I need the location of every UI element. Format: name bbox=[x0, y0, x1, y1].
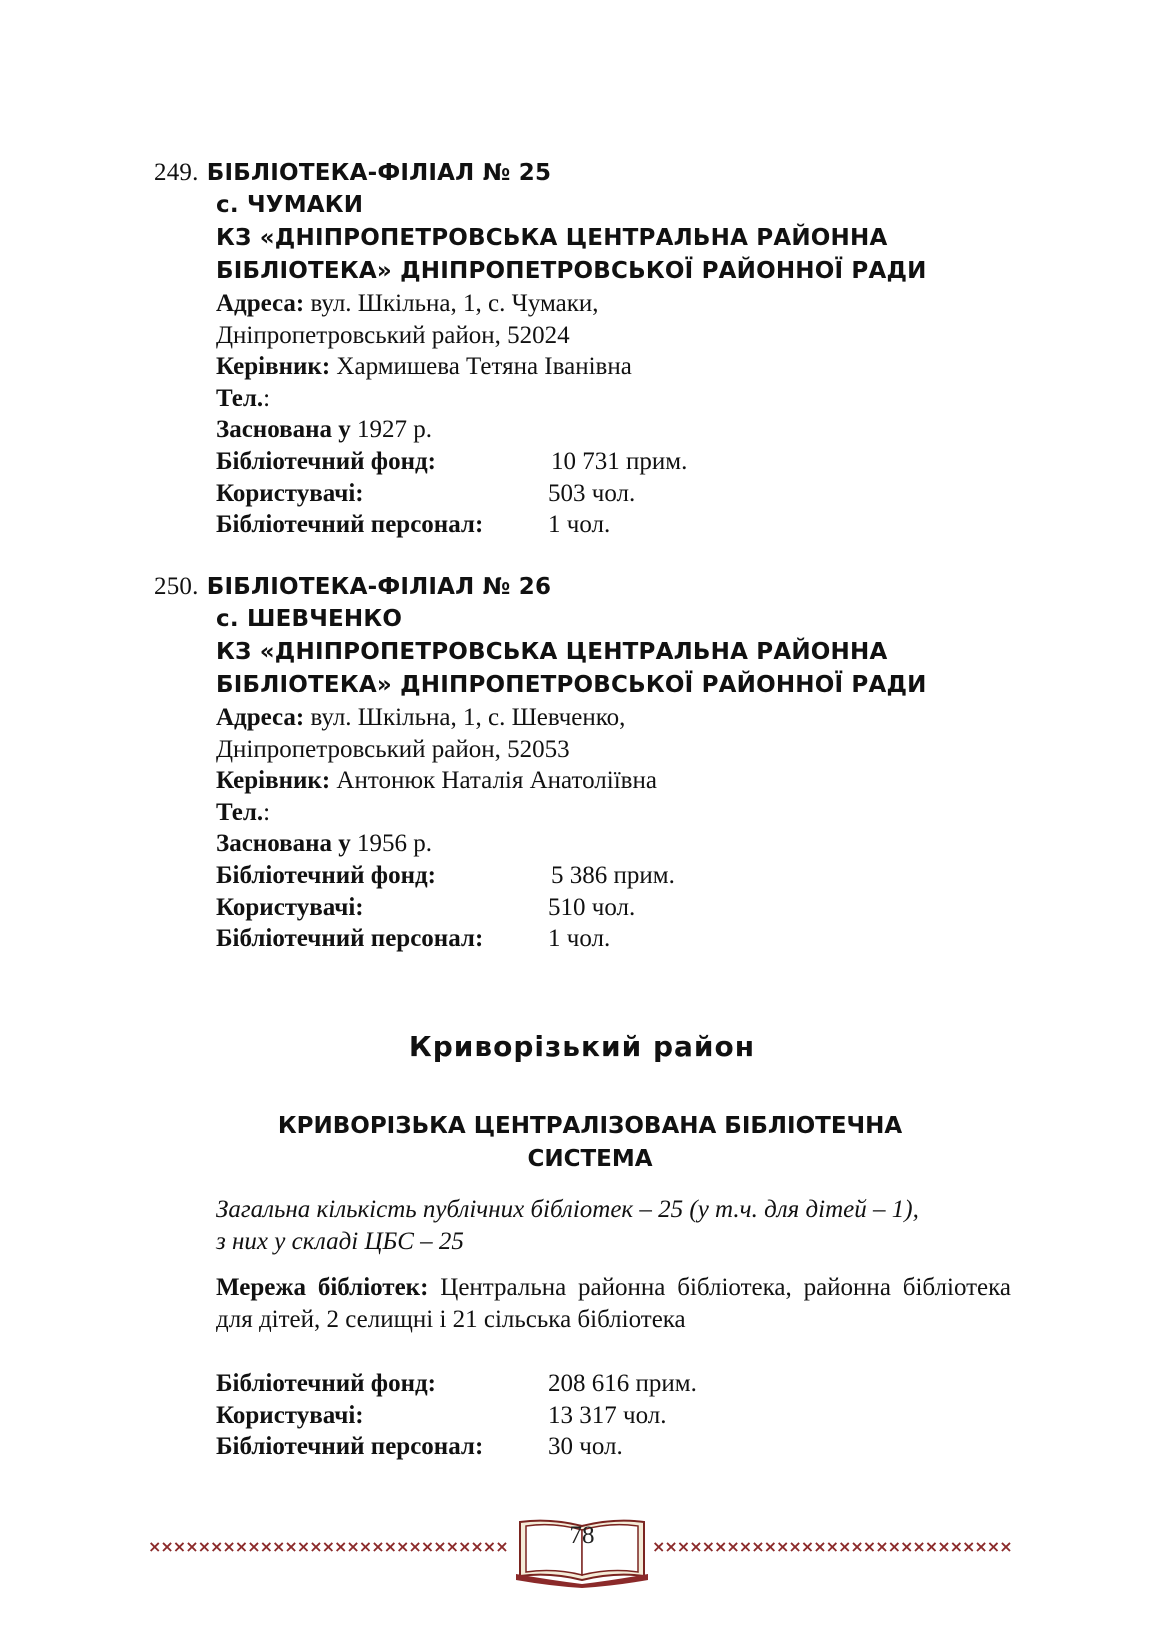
ornament-x: × bbox=[148, 1537, 162, 1556]
ornament-x: × bbox=[962, 1537, 976, 1556]
ornament-x: × bbox=[788, 1537, 802, 1556]
ornament-right bbox=[652, 1537, 1013, 1556]
ornament-x: × bbox=[776, 1537, 790, 1556]
users-value: 13 317 чол. bbox=[548, 1401, 667, 1429]
ornament-x: × bbox=[900, 1537, 914, 1556]
system-title-line1: КРИВОРІЗЬКА ЦЕНТРАЛІЗОВАНА БІБЛІОТЕЧНА bbox=[277, 1113, 903, 1139]
ornament-x: × bbox=[676, 1537, 691, 1556]
staff-value: 1 чол. bbox=[548, 925, 611, 953]
fund-value: 5 386 прим. bbox=[551, 861, 675, 889]
ornament-left bbox=[148, 1537, 509, 1556]
ornament-x: × bbox=[974, 1537, 988, 1556]
ornament-x: × bbox=[284, 1537, 298, 1556]
entry-title-text: БІБЛІОТЕКА-ФІЛІАЛ № 25 bbox=[206, 160, 552, 186]
entry-number: 249. bbox=[154, 159, 199, 186]
ornament-x: × bbox=[433, 1537, 447, 1556]
address-value: вул. Шкільна, 1, с. Шевченко, bbox=[310, 704, 626, 731]
ornament-x: × bbox=[999, 1537, 1013, 1556]
library-count-summary bbox=[216, 1194, 1016, 1258]
district-title: Криворізький район bbox=[408, 1030, 756, 1063]
ornament-x: × bbox=[689, 1537, 703, 1556]
ornament-x: × bbox=[850, 1537, 864, 1556]
ornament-x: × bbox=[825, 1537, 840, 1556]
address-label: Адреса: bbox=[216, 290, 305, 317]
entry-info bbox=[154, 288, 1034, 541]
ornament-x: × bbox=[358, 1537, 373, 1556]
ornament-x: × bbox=[247, 1537, 261, 1556]
ornament-x: × bbox=[482, 1537, 497, 1556]
ornament-x: × bbox=[726, 1537, 740, 1556]
ornament-x: × bbox=[664, 1537, 678, 1556]
founded-label: Заснована у bbox=[216, 830, 351, 858]
phone-suffix: : bbox=[263, 798, 271, 826]
ornament-x: × bbox=[862, 1537, 877, 1556]
staff-label: Бібліотечний персонал: bbox=[216, 1433, 484, 1461]
entry-title-text: БІБЛІОТЕКА-ФІЛІАЛ № 26 bbox=[206, 574, 552, 600]
staff-value: 30 чол. bbox=[548, 1433, 623, 1461]
phone-line bbox=[216, 383, 1034, 415]
users-row bbox=[216, 478, 1034, 510]
entry-info bbox=[154, 702, 1034, 955]
ornament-x: × bbox=[495, 1537, 509, 1556]
library-network bbox=[216, 1272, 1011, 1336]
head-line bbox=[216, 765, 1034, 797]
ornament-x: × bbox=[714, 1537, 728, 1556]
users-row bbox=[216, 892, 1034, 924]
ornament-x: × bbox=[222, 1537, 236, 1556]
phone-label: Тел. bbox=[216, 798, 264, 826]
staff-label: Бібліотечний персонал: bbox=[216, 511, 484, 539]
ornament-x: × bbox=[321, 1537, 336, 1556]
ornament-x: × bbox=[210, 1537, 224, 1556]
address-line-2: Дніпропетровський район, 52024 bbox=[216, 321, 570, 349]
ornament-x: × bbox=[751, 1537, 765, 1556]
address-label: Адреса: bbox=[216, 704, 305, 731]
ornament-x: × bbox=[458, 1537, 472, 1556]
ornament-x: × bbox=[912, 1537, 926, 1556]
address-value: вул. Шкільна, 1, с. Чумаки, bbox=[310, 290, 599, 317]
users-value: 510 чол. bbox=[548, 893, 636, 921]
fund-label: Бібліотечний фонд: bbox=[216, 1370, 436, 1397]
ornament-x: × bbox=[185, 1537, 199, 1556]
fund-row bbox=[216, 860, 1034, 892]
ornament-x: × bbox=[838, 1537, 852, 1556]
users-label: Користувачі: bbox=[216, 893, 364, 921]
fund-label: Бібліотечний фонд: bbox=[216, 447, 436, 475]
head-label: Керівник: bbox=[216, 767, 331, 795]
network-text: Центральна районна бібліотека, районна бібліотека для дітей, 2 селищні і 21 сільська бібліотека bbox=[216, 1274, 1012, 1333]
entry-org-line2: БІБЛІОТЕКА» ДНІПРОПЕТРОВСЬКОЇ РАЙОННОЇ РАДИ bbox=[216, 258, 927, 284]
phone-suffix: : bbox=[263, 384, 271, 412]
ornament-x: × bbox=[937, 1537, 951, 1556]
address-line bbox=[216, 702, 1034, 734]
phone-label: Тел. bbox=[216, 384, 264, 412]
fund-value: 208 616 прим. bbox=[548, 1370, 697, 1397]
users-label: Користувачі: bbox=[216, 479, 364, 507]
users-value: 503 чол. bbox=[548, 479, 636, 507]
entry-title bbox=[154, 570, 1034, 603]
head-value: Хармишева Тетяна Іванівна bbox=[336, 353, 632, 381]
entry-village: с. ШЕВЧЕНКО bbox=[216, 606, 403, 632]
page-footer bbox=[0, 1508, 1164, 1588]
ornament-x: × bbox=[763, 1537, 778, 1556]
ornament-x: × bbox=[309, 1537, 323, 1556]
ornament-x: × bbox=[875, 1537, 889, 1556]
fund-value: 10 731 прим. bbox=[551, 447, 688, 475]
ornament-x: × bbox=[197, 1537, 212, 1556]
entry-village: с. ЧУМАКИ bbox=[216, 192, 364, 218]
staff-row bbox=[216, 923, 1034, 955]
staff-label: Бібліотечний персонал: bbox=[216, 925, 484, 953]
ornament-x: × bbox=[800, 1537, 815, 1556]
network-label: Мережа бібліотек: bbox=[216, 1274, 429, 1301]
ornament-x: × bbox=[470, 1537, 484, 1556]
entry-org-line2: БІБЛІОТЕКА» ДНІПРОПЕТРОВСЬКОЇ РАЙОННОЇ РАДИ bbox=[216, 672, 927, 698]
users-label: Користувачі: bbox=[216, 1401, 364, 1429]
ornament-x: × bbox=[371, 1537, 385, 1556]
address-line-2: Дніпропетровський район, 52053 bbox=[216, 735, 570, 763]
founded-label: Заснована у bbox=[216, 416, 351, 444]
ornament-x: × bbox=[334, 1537, 348, 1556]
ornament-x: × bbox=[420, 1537, 435, 1556]
founded-value: 1956 р. bbox=[356, 830, 432, 858]
fund-row bbox=[216, 1368, 697, 1400]
ornament-x: × bbox=[408, 1537, 422, 1556]
entry-org-line1: КЗ «ДНІПРОПЕТРОВСЬКА ЦЕНТРАЛЬНА РАЙОННА bbox=[216, 639, 888, 665]
founded-line bbox=[216, 828, 1034, 860]
ornament-x: × bbox=[949, 1537, 964, 1556]
system-title-line2: СИСТЕМА bbox=[527, 1146, 653, 1172]
ornament-x: × bbox=[652, 1537, 666, 1556]
address-line bbox=[216, 288, 1034, 320]
fund-row bbox=[216, 446, 1034, 478]
head-value: Антонюк Наталія Анатоліївна bbox=[336, 767, 657, 795]
ornament-x: × bbox=[272, 1537, 286, 1556]
ornament-x: × bbox=[701, 1537, 716, 1556]
staff-row bbox=[216, 509, 1034, 541]
summary-line1: Загальна кількість публічних бібліотек – 25 (у т.ч. для дітей – 1), bbox=[216, 1196, 919, 1223]
users-row bbox=[216, 1400, 697, 1432]
district-stats bbox=[216, 1368, 697, 1463]
entry-number: 250. bbox=[154, 573, 199, 600]
head-label: Керівник: bbox=[216, 353, 331, 381]
ornament-x: × bbox=[738, 1537, 753, 1556]
ornament-x: × bbox=[445, 1537, 460, 1556]
library-entry-249 bbox=[154, 156, 1034, 541]
ornament-x: × bbox=[296, 1537, 311, 1556]
ornament-x: × bbox=[160, 1537, 174, 1556]
ornament-x: × bbox=[396, 1537, 410, 1556]
system-title bbox=[180, 1110, 1000, 1176]
ornament-x: × bbox=[887, 1537, 902, 1556]
staff-value: 1 чол. bbox=[548, 511, 611, 539]
library-entry-250 bbox=[154, 570, 1034, 955]
phone-line bbox=[216, 797, 1034, 829]
ornament-x: × bbox=[813, 1537, 827, 1556]
page-number: 78 bbox=[569, 1522, 595, 1549]
ornament-x: × bbox=[172, 1537, 187, 1556]
ornament-x: × bbox=[986, 1537, 1001, 1556]
staff-row bbox=[216, 1431, 697, 1463]
ornament-x: × bbox=[383, 1537, 398, 1556]
ornament-x: × bbox=[346, 1537, 360, 1556]
ornament-x: × bbox=[234, 1537, 249, 1556]
entry-title bbox=[154, 156, 1034, 189]
entry-org-line1: КЗ «ДНІПРОПЕТРОВСЬКА ЦЕНТРАЛЬНА РАЙОННА bbox=[216, 225, 888, 251]
founded-value: 1927 р. bbox=[356, 416, 432, 444]
ornament-x: × bbox=[259, 1537, 274, 1556]
head-line bbox=[216, 351, 1034, 383]
ornament-x: × bbox=[924, 1537, 939, 1556]
summary-line2: з них у складі ЦБС – 25 bbox=[216, 1228, 464, 1255]
founded-line bbox=[216, 414, 1034, 446]
fund-label: Бібліотечний фонд: bbox=[216, 861, 436, 889]
